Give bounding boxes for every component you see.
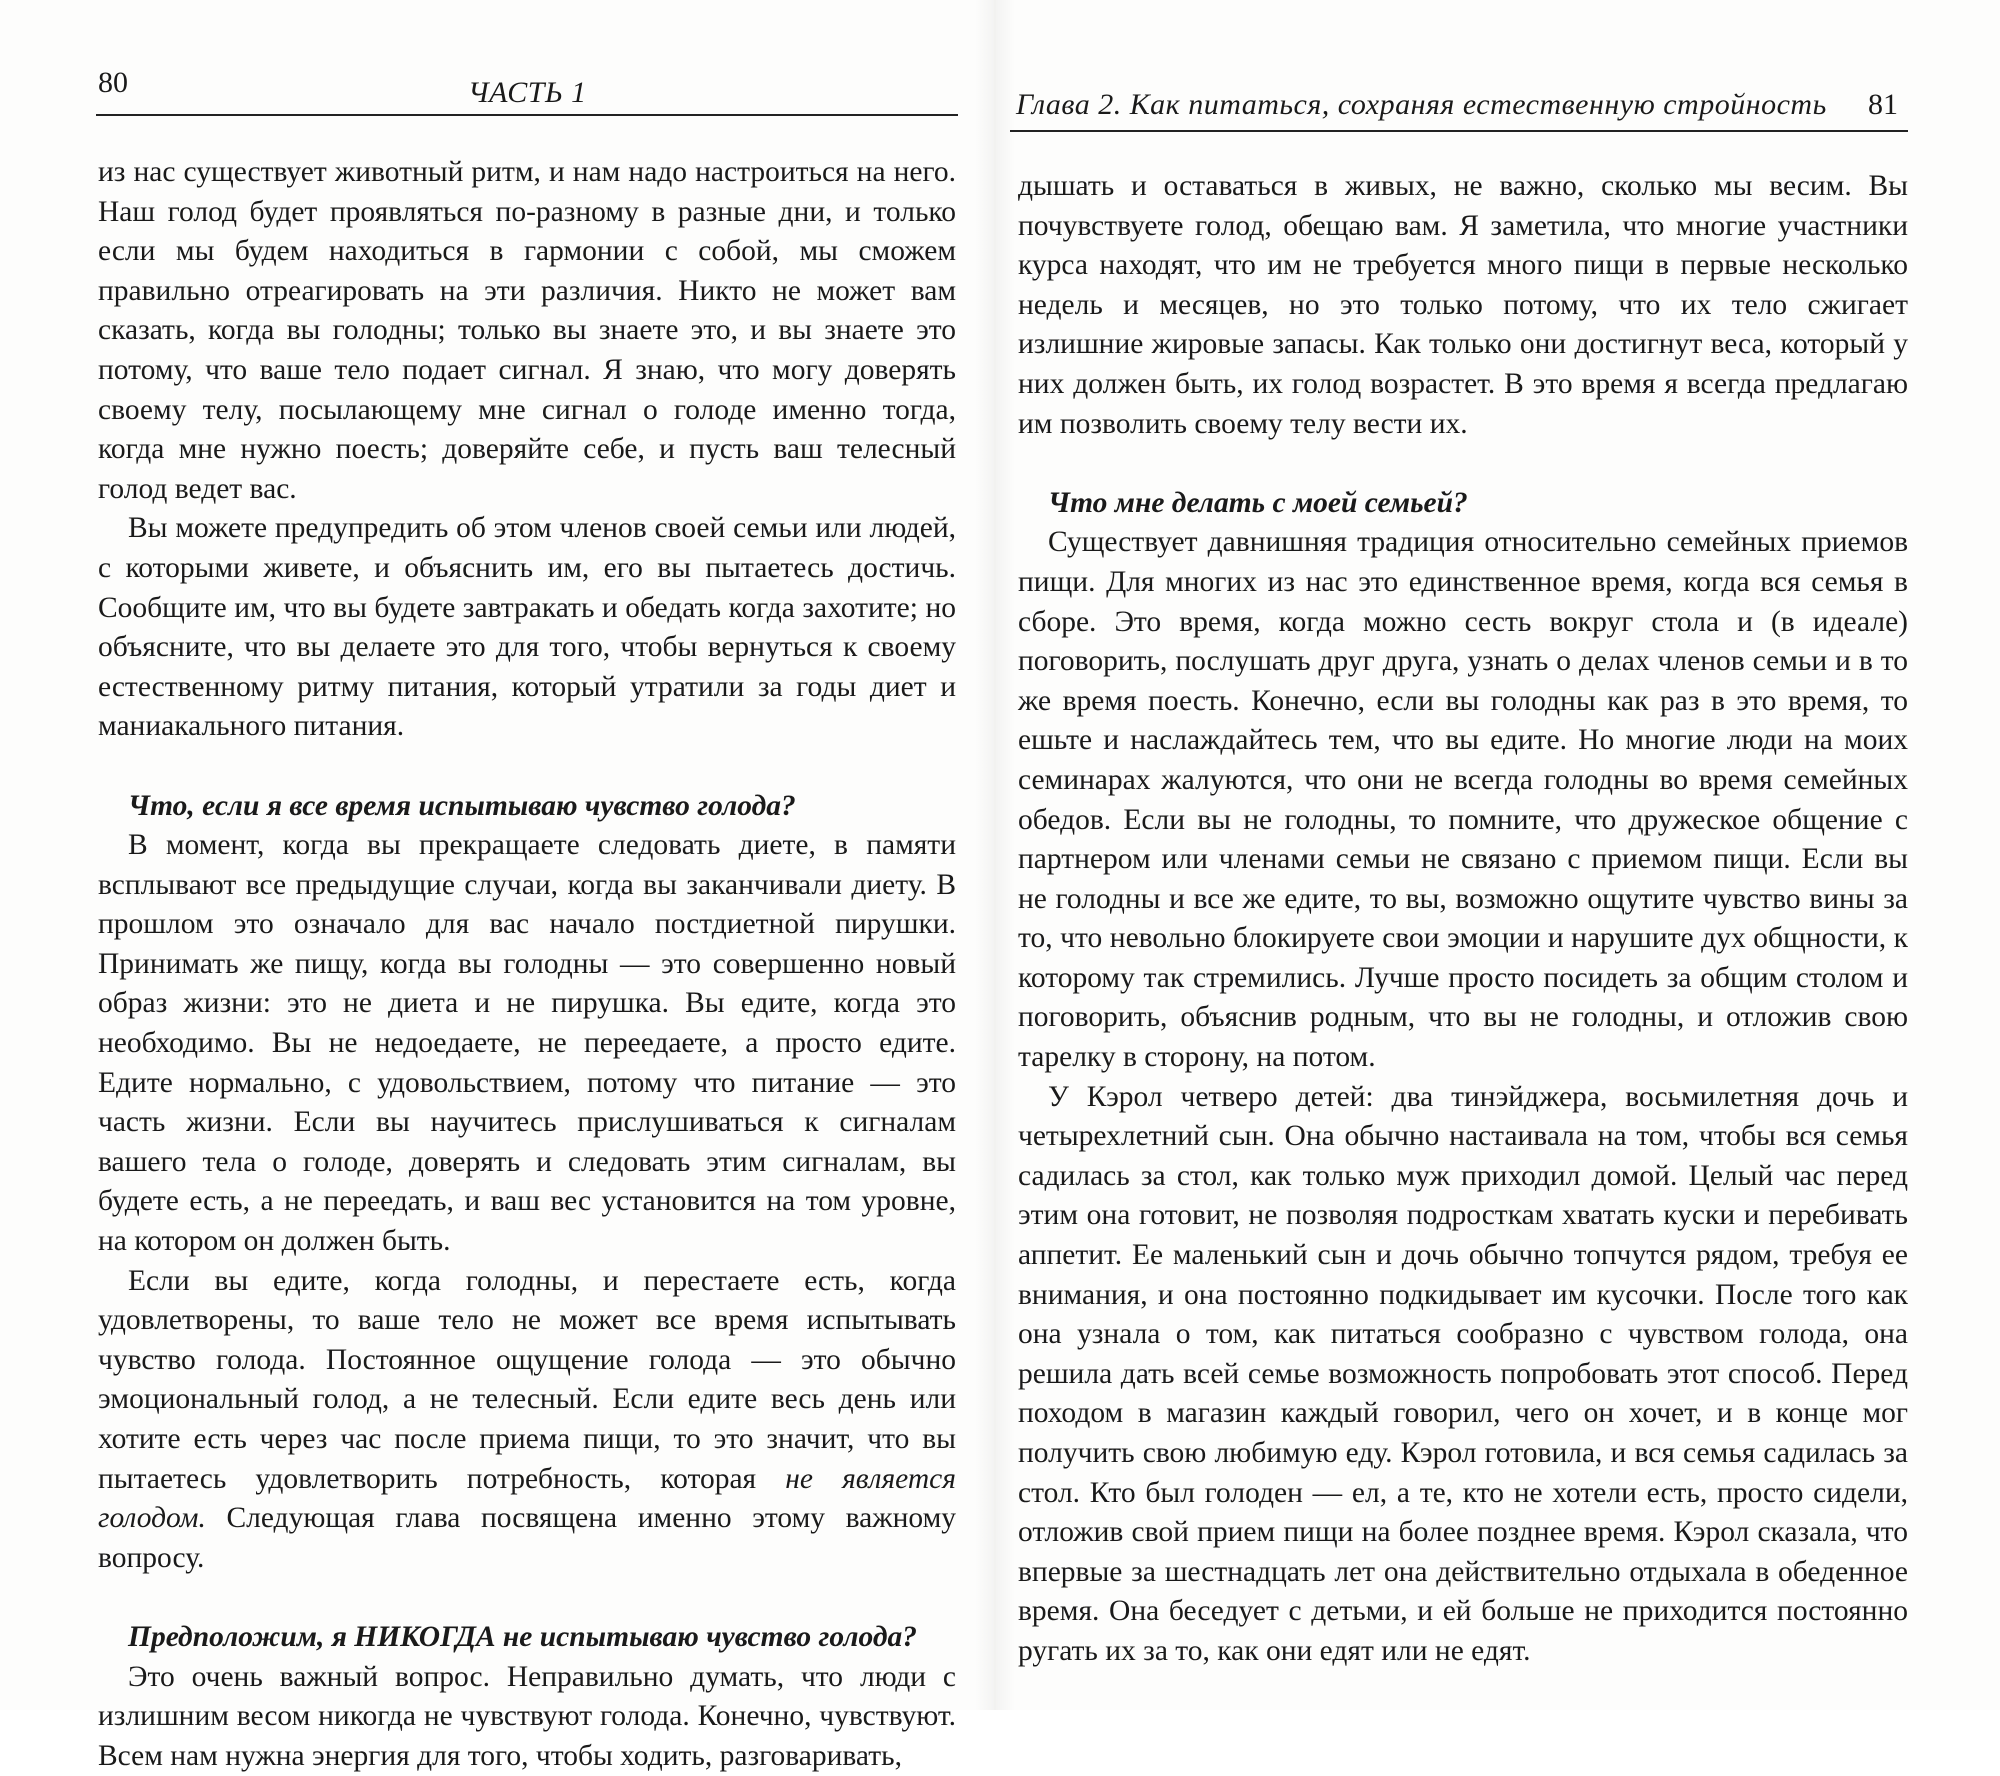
paragraph: из нас существует животный ритм, и нам надо настроиться на него. Наш голод будет проявляться по-разному в разные дни, и только если мы будем находиться в гармонии с собой, мы сможем правильно отреагировать на эти различия. Никто не может вам сказать, когда вы голодны; только вы знаете это, и вы знаете это потому, что ваше тело подает сигнал. Я знаю, что могу доверять своему телу, посылающему мне сигнал о голоде именно тогда, когда мне нужно поесть; доверяйте себе, и пусть ваш телесный голод ведет вас. bbox=[98, 156, 956, 505]
header-rule-left bbox=[96, 114, 958, 116]
paragraph: Это очень важный вопрос. Неправильно думать, что люди с излишним весом никогда не чувствуют голода. Конечно, чувствуют. Всем нам нужна энергия для того, чтобы ходить, разговаривать, bbox=[98, 1660, 956, 1772]
paragraph: Вы можете предупредить об этом членов своей семьи или людей, с которыми живете, и объяснить им, его вы пытаетесь достичь. Сообщите им, что вы будете завтракать и обедать когда захотите; но объясните, что вы делаете это для того, чтобы вернуться к своему естественному ритму питания, который утратили за годы диет и маниакального питания. bbox=[98, 512, 956, 743]
page-number-right: 81 bbox=[1868, 88, 1898, 121]
paragraph bbox=[98, 1262, 956, 1579]
right-text-column bbox=[1018, 167, 1908, 1672]
running-head-left: ЧАСТЬ 1 bbox=[468, 76, 587, 109]
paragraph-text: Следующая глава посвящена именно этому важному вопросу. bbox=[98, 1502, 956, 1574]
page-number-left: 80 bbox=[98, 66, 128, 99]
left-text-column bbox=[98, 153, 956, 1776]
section-heading: Что, если я все время испытываю чувство голода? bbox=[128, 789, 796, 822]
header-rule-right bbox=[1010, 130, 1908, 132]
emphasis-text: не является голодом. bbox=[98, 1462, 956, 1535]
left-page bbox=[0, 0, 990, 1772]
running-head-right: Глава 2. Как питаться, сохраняя естественную стройность bbox=[1016, 88, 1827, 121]
paragraph: Существует давнишняя традиция относительно семейных приемов пищи. Для многих из нас это единственное время, когда вся семья в сборе. Это время, когда можно сесть вокруг стола и (в идеале) поговорить, послушать друг друга, узнать о делах членов семьи и в то же время поесть. Конечно, если вы голодны как раз в это время, то ешьте и наслаждайтесь тем, что вы едите. Но многие люди на моих семинарах жалуются, что они не всегда голодны во время семейных обедов. Если вы не голодны, то помните, что дружеское общение с партнером или членами семьи не связано с приемом пищи. Если вы не голодны и все же едите, то вы, возможно ощутите чувство вины за то, что невольно блокируете свои эмоции и нарушите дух общности, к которому так стремились. Лучше просто посидеть за общим столом и поговорить, объяснив родным, что вы не голодны, и отложив свою тарелку в сторону, на потом. bbox=[1018, 526, 1908, 1074]
paragraph: дышать и оставаться в живых, не важно, сколько мы весим. Вы почувствуете голод, обещаю вам. Я заметила, что многие участники курса находят, что им не требуется много пищи в первые несколько недель и месяцев, но это только потому, что их тело сжигает излишние жировые запасы. Как только они достигнут веса, который у них должен быть, их голод возрастет. В это время я всегда предлагаю им позволить своему телу вести их. bbox=[1018, 170, 1908, 440]
paragraph: У Кэрол четверо детей: два тинэйджера, восьмилетняя дочь и четырехлетний сын. Она обычно настаивала на том, чтобы вся семья садилась за стол, как только муж приходил домой. Целый час перед этим она готовит, не позволяя подросткам хватать куски и перебивать аппетит. Ее маленький сын и дочь обычно топчутся рядом, требуя ее внимания, и она постоянно подкидывает им кусочки. После того как она узнала о том, как питаться сообразно с чувством голода, она решила дать всей семье возможность попробовать этот способ. Перед походом в магазин каждый говорил, чего он хочет, и в конце мог получить свою любимую еду. Кэрол готовила, и вся семья садилась за стол. Кто был голоден — ел, а те, кто не хотели есть, просто сидели, отложив свой прием пищи на более позднее время. Кэрол сказала, что впервые за шестнадцать лет она действительно отдыхала в обеденное время. Она беседует с детьми, и ей больше не приходится постоянно ругать их за то, как они едят или не едят. bbox=[1018, 1080, 1908, 1667]
paragraph: В момент, когда вы прекращаете следовать диете, в памяти всплывают все предыдущие случаи, когда вы заканчивали диету. В прошлом это означало для вас начало постдиетной пирушки. Принимать же пищу, когда вы голодны — это совершенно новый образ жизни: это не диета и не пирушка. Вы едите, когда это необходимо. Вы не недоедаете, не переедаете, а просто едите. Едите нормально, с удовольствием, потому что питание — это часть жизни. Если вы научитесь прислушиваться к сигналам вашего тела о голоде, доверять и следовать этим сигналам, вы будете есть, а не переедать, и ваш вес установится на том уровне, на котором он должен быть. bbox=[98, 829, 956, 1258]
section-heading: Предположим, я НИКОГДА не испытываю чувство голода? bbox=[128, 1620, 918, 1653]
right-page bbox=[990, 0, 2000, 1710]
paragraph-text: Если вы едите, когда голодны, и перестаете есть, когда удовлетворены, то ваше тело не может все время испытывать чувство голода. Постоянное ощущение голода — это обычно эмоциональный голод, а не телесный. Если едите весь день или хотите есть через час после приема пищи, то это значит, что вы пытаетесь удовлетворить потребность, которая bbox=[98, 1264, 956, 1495]
section-heading: Что мне делать с моей семьей? bbox=[1048, 486, 1468, 519]
